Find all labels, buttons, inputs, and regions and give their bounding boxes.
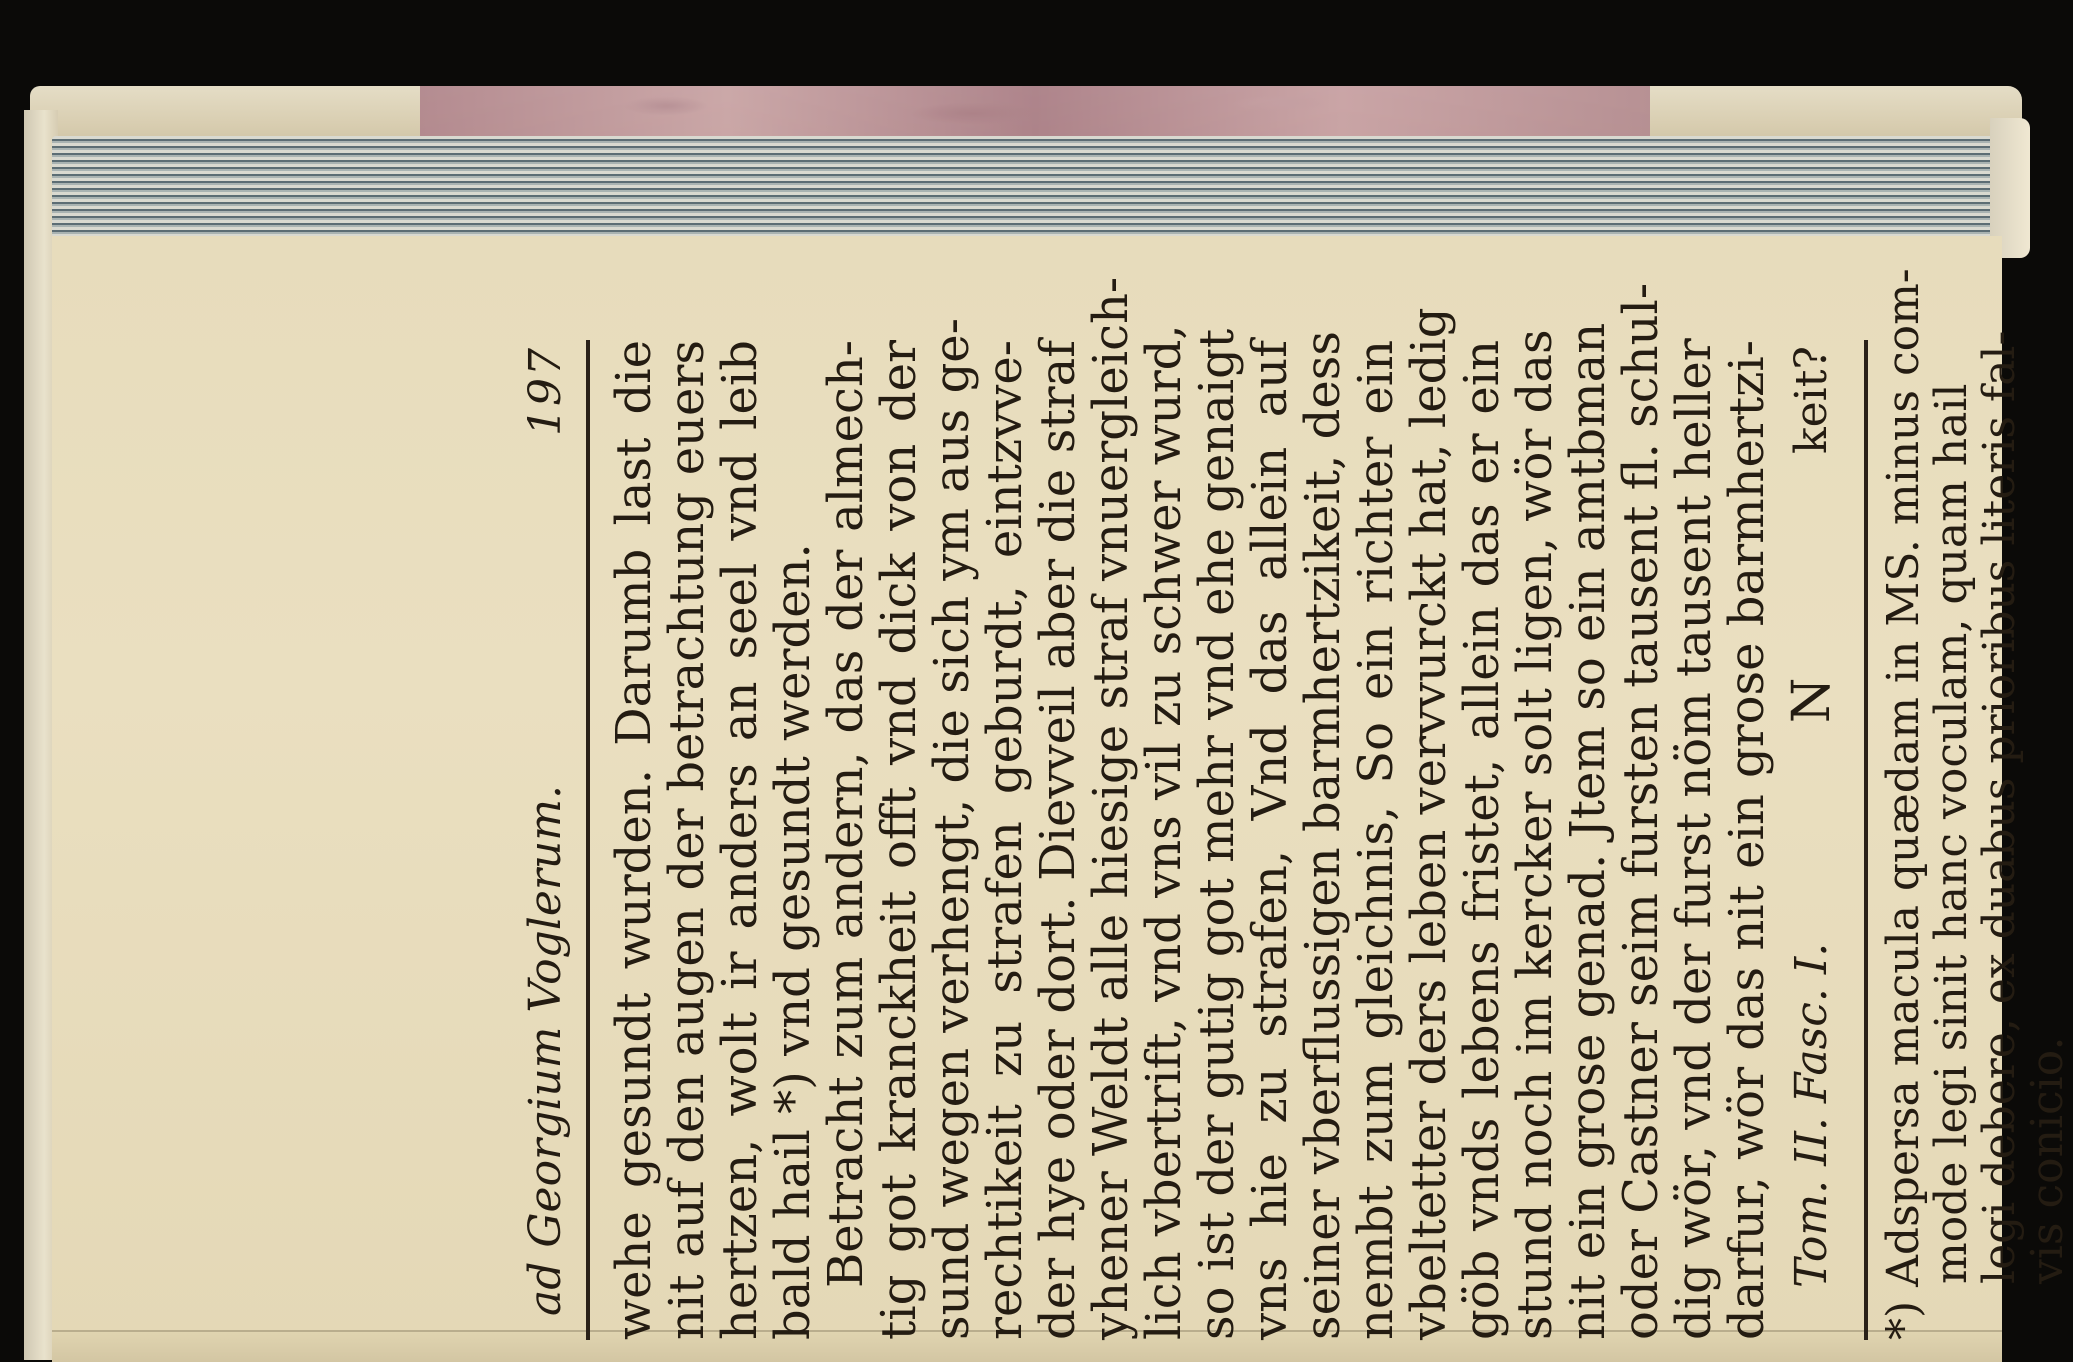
footnote-line: vis conicio.	[2022, 1036, 2073, 1284]
footnote-line: legi debere, ex duabus prioribus literis fal-	[1974, 330, 2025, 1284]
footnote-line: *) Adspersa macula quædam in MS. minus com-	[1878, 268, 1929, 1340]
page-number: 197	[520, 346, 571, 436]
text-line: so ist der gutig got mehr vnd ehe genaigt	[1189, 328, 1245, 1340]
catchword: keit?	[1786, 346, 1837, 455]
footnote-line: mode legi sinit hanc voculam, quam hail	[1926, 383, 1977, 1284]
text-line: lich vbertrift, vnd vns vil zu schwer wurd,	[1136, 324, 1192, 1340]
footnote	[1878, 268, 2073, 1340]
text-line: vns hie zu strafen, Vnd das allein auf	[1242, 340, 1298, 1340]
text-line: nit ein grose genad. Jtem so ein amtbman	[1560, 322, 1616, 1340]
text-line: rechtikeit zu strafen geburdt, eintzvve-	[977, 340, 1033, 1340]
text-line: dig wör, vnd der furst nöm tausent heller	[1666, 338, 1722, 1340]
text-line: wehe gesundt wurden. Darumb last die	[606, 340, 662, 1340]
text-line: yhener Weldt alle hiesige straf vnuergleich-	[1083, 276, 1139, 1340]
text-line: stund noch im kercker solt ligen, wör das	[1507, 329, 1563, 1340]
text-line: seiner vberflussigen barmhertzikeit, dess	[1295, 330, 1351, 1340]
volume-reference: Tom. II. Fasc. I.	[1786, 942, 1837, 1288]
text-line: göb vnds lebens fristet, allein das er ein	[1454, 340, 1510, 1340]
text-line: hertzen, wolt ir anders an seel vnd leib	[712, 340, 768, 1340]
body-text	[606, 276, 1775, 1340]
text-line: darfur, wör das nit ein grose barmhertzi-	[1719, 340, 1775, 1340]
page-text-block	[520, 268, 2073, 1340]
signature-line	[1782, 340, 1842, 1340]
page-edges	[52, 136, 2002, 238]
text-line: bald hail *) vnd gesundt werden.	[765, 543, 821, 1340]
text-line: tig got kranckheit offt vnd dick von der	[871, 340, 927, 1340]
text-line: nit auf den augen der betrachtung euers	[659, 340, 715, 1340]
text-line: oder Castner seim fursten tausent fl. schul-	[1613, 282, 1669, 1340]
marbled-endpaper	[420, 86, 1650, 136]
footnote-rule	[1864, 340, 1868, 1340]
signature-mark: N	[1782, 673, 1842, 724]
text-line: nembt zum gleichnis, So ein richter ein	[1348, 340, 1404, 1340]
text-line: der hye oder dort. Dievveil aber die straf	[1030, 340, 1086, 1340]
text-line: sund wegen verhengt, die sich ym aus ge-	[924, 318, 980, 1340]
page-header	[520, 340, 582, 1340]
running-head: ad Georgium Voglerum.	[520, 785, 571, 1316]
text-line: Betracht zum andern, das der almech-	[818, 340, 874, 1288]
header-rule	[586, 340, 590, 1340]
text-line: vbeltetter ders leben vervvurckt hat, ledig	[1401, 307, 1457, 1340]
